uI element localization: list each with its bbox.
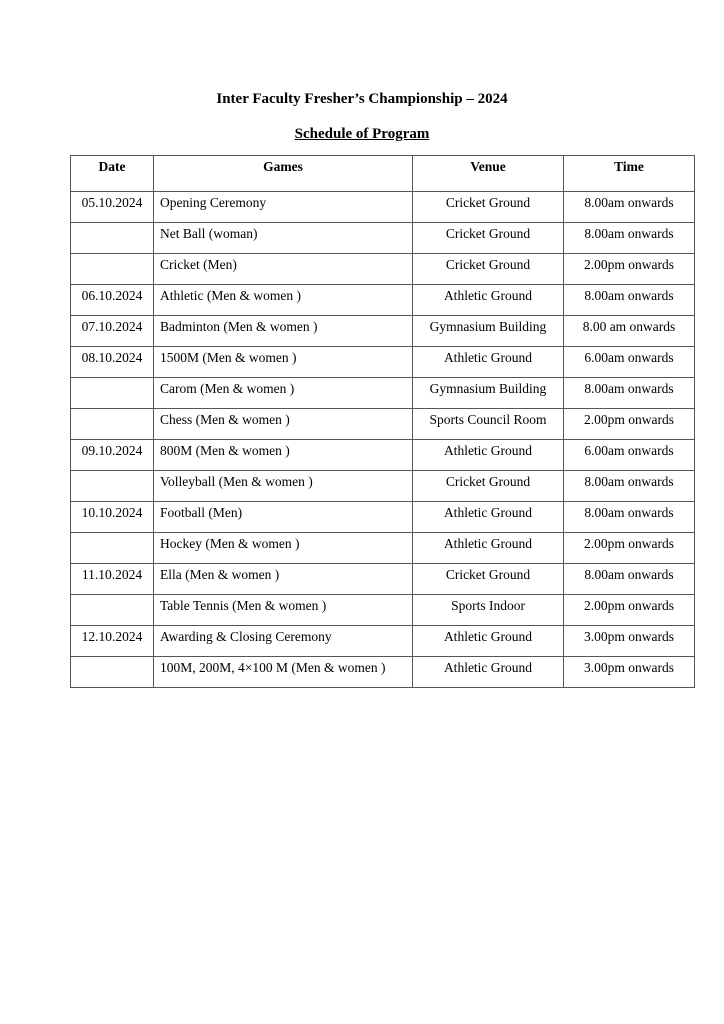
venue-cell: Athletic Ground bbox=[413, 440, 564, 471]
date-cell bbox=[71, 254, 154, 285]
games-cell: 1500M (Men & women ) bbox=[154, 347, 413, 378]
table-row bbox=[71, 440, 695, 471]
time-cell: 2.00pm onwards bbox=[564, 533, 695, 564]
venue-cell: Cricket Ground bbox=[413, 254, 564, 285]
table-row bbox=[71, 347, 695, 378]
table-row bbox=[71, 626, 695, 657]
table-row bbox=[71, 564, 695, 595]
time-cell: 8.00am onwards bbox=[564, 564, 695, 595]
games-cell: Table Tennis (Men & women ) bbox=[154, 595, 413, 626]
date-cell bbox=[71, 533, 154, 564]
date-cell: 05.10.2024 bbox=[71, 192, 154, 223]
time-cell: 8.00am onwards bbox=[564, 223, 695, 254]
table-row bbox=[71, 378, 695, 409]
document-subtitle: Schedule of Program bbox=[294, 126, 430, 142]
games-cell: Cricket (Men) bbox=[154, 254, 413, 285]
games-cell: Hockey (Men & women ) bbox=[154, 533, 413, 564]
table-row bbox=[71, 595, 695, 626]
schedule-table-body bbox=[71, 192, 695, 688]
games-cell: Volleyball (Men & women ) bbox=[154, 471, 413, 502]
venue-cell: Cricket Ground bbox=[413, 564, 564, 595]
time-cell: 3.00pm onwards bbox=[564, 657, 695, 688]
time-cell: 8.00am onwards bbox=[564, 378, 695, 409]
venue-cell: Sports Council Room bbox=[413, 409, 564, 440]
time-cell: 8.00am onwards bbox=[564, 471, 695, 502]
table-row bbox=[71, 657, 695, 688]
date-cell: 09.10.2024 bbox=[71, 440, 154, 471]
table-row bbox=[71, 409, 695, 440]
table-row bbox=[71, 502, 695, 533]
venue-cell: Cricket Ground bbox=[413, 223, 564, 254]
table-row bbox=[71, 223, 695, 254]
date-cell bbox=[71, 223, 154, 254]
games-cell: Carom (Men & women ) bbox=[154, 378, 413, 409]
venue-cell: Athletic Ground bbox=[413, 533, 564, 564]
table-row bbox=[71, 533, 695, 564]
table-row bbox=[71, 316, 695, 347]
time-cell: 2.00pm onwards bbox=[564, 409, 695, 440]
table-row bbox=[71, 471, 695, 502]
table-row bbox=[71, 192, 695, 223]
venue-cell: Athletic Ground bbox=[413, 285, 564, 316]
games-cell: Badminton (Men & women ) bbox=[154, 316, 413, 347]
date-cell bbox=[71, 657, 154, 688]
time-cell: 2.00pm onwards bbox=[564, 254, 695, 285]
column-header-games: Games bbox=[154, 156, 413, 192]
schedule-table bbox=[70, 155, 695, 688]
table-row bbox=[71, 254, 695, 285]
games-cell: Opening Ceremony bbox=[154, 192, 413, 223]
date-cell bbox=[71, 378, 154, 409]
games-cell: 800M (Men & women ) bbox=[154, 440, 413, 471]
venue-cell: Athletic Ground bbox=[413, 347, 564, 378]
date-cell: 07.10.2024 bbox=[71, 316, 154, 347]
date-cell: 10.10.2024 bbox=[71, 502, 154, 533]
column-header-venue: Venue bbox=[413, 156, 564, 192]
venue-cell: Gymnasium Building bbox=[413, 316, 564, 347]
games-cell: Ella (Men & women ) bbox=[154, 564, 413, 595]
venue-cell: Athletic Ground bbox=[413, 626, 564, 657]
venue-cell: Cricket Ground bbox=[413, 471, 564, 502]
time-cell: 8.00am onwards bbox=[564, 285, 695, 316]
table-row bbox=[71, 285, 695, 316]
date-cell bbox=[71, 595, 154, 626]
date-cell: 06.10.2024 bbox=[71, 285, 154, 316]
time-cell: 8.00 am onwards bbox=[564, 316, 695, 347]
venue-cell: Cricket Ground bbox=[413, 192, 564, 223]
date-cell: 08.10.2024 bbox=[71, 347, 154, 378]
time-cell: 3.00pm onwards bbox=[564, 626, 695, 657]
date-cell: 11.10.2024 bbox=[71, 564, 154, 595]
document-title: Inter Faculty Fresher’s Championship – 2024 bbox=[216, 91, 508, 107]
time-cell: 6.00am onwards bbox=[564, 440, 695, 471]
games-cell: Net Ball (woman) bbox=[154, 223, 413, 254]
column-header-date: Date bbox=[71, 156, 154, 192]
games-cell: Football (Men) bbox=[154, 502, 413, 533]
column-header-time: Time bbox=[564, 156, 695, 192]
date-cell bbox=[71, 471, 154, 502]
time-cell: 2.00pm onwards bbox=[564, 595, 695, 626]
venue-cell: Athletic Ground bbox=[413, 502, 564, 533]
table-header-row bbox=[71, 156, 695, 192]
date-cell: 12.10.2024 bbox=[71, 626, 154, 657]
games-cell: Awarding & Closing Ceremony bbox=[154, 626, 413, 657]
games-cell: Athletic (Men & women ) bbox=[154, 285, 413, 316]
games-cell: Chess (Men & women ) bbox=[154, 409, 413, 440]
venue-cell: Gymnasium Building bbox=[413, 378, 564, 409]
games-cell: 100M, 200M, 4×100 M (Men & women ) bbox=[154, 657, 413, 688]
time-cell: 8.00am onwards bbox=[564, 502, 695, 533]
venue-cell: Athletic Ground bbox=[413, 657, 564, 688]
venue-cell: Sports Indoor bbox=[413, 595, 564, 626]
date-cell bbox=[71, 409, 154, 440]
time-cell: 6.00am onwards bbox=[564, 347, 695, 378]
time-cell: 8.00am onwards bbox=[564, 192, 695, 223]
